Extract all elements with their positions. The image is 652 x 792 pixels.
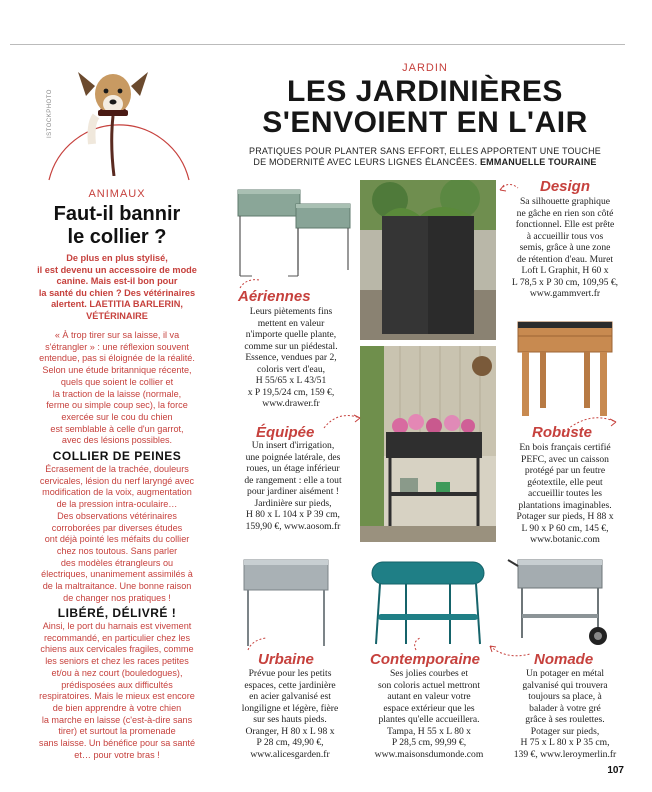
left-paragraph-3: Ainsi, le port du harnais est vivement recommandé, en particulier chez les chiens aux cervicales fragiles, comme les seniors et chez les races petites et/ou à nez court (bouledogues), prédisposées aux difficultés respiratoires. Mais le mieux est encore de bien apprendre à votre chien la marche en laisse (c'est-à-dire sans tirer) et surtout la promenade sans laisse. Un bénéfice pour sa santé et… pour votre bras !: [38, 621, 196, 760]
text-robuste: En bois français certifié PEFC, avec un caisson protégé par un feutre géotextile, elle peut accueillir toutes les plantations imaginables. Potager sur pieds, H 88 x L 90 x P 60 cm, 145 €, www.botanic.com: [516, 442, 614, 545]
contemporaine-arrow-icon: [402, 636, 432, 652]
text-equipee: Un insert d'irrigation, une poignée latérale, des roues, un étage inférieur de rangement : elle a tout pour jardiner aisément ! Jardinière sur pieds, H 80 x L 104 x P 39 cm, 159,90 €, www.aosom.fr: [244, 440, 342, 532]
label-contemporaine: Contemporaine: [370, 651, 481, 668]
page-number: 107: [607, 765, 624, 776]
section-rubric-animaux: ANIMAUX: [88, 188, 146, 200]
nomade-planter-photo: [504, 552, 616, 652]
top-rule: [10, 44, 625, 45]
text-design: Sa silhouette graphique ne gâche en rien son côté fonctionnel. Elle est prête à accueillir tous vos semis, grâce à une zone de rétention d'eau. Muret Loft L Graphit, H 60 x L 78,5 x P 30 cm, 109,95 €, www.gammvert.fr: [511, 196, 619, 299]
design-planter-photo: [360, 180, 496, 340]
left-paragraph-1: « À trop tirer sur sa laisse, il va s'étrangler » : une réflexion souvent entendue, pas si éloignée de la réalité. Selon une étude britannique récente, quels que soient le collier et la traction de la laisse (normale, ferme ou simple coup sec), la force exercée sur le cou du chien est semblable à celle d'un garrot, avec des lésions possibles.: [39, 330, 195, 446]
left-paragraph-2: Écrasement de la trachée, douleurs cervicales, lésion du nerf laryngé avec modification de la voix, augmentation de la pression intra-oculaire… Des observations vétérinaires corroborées par diverses études ont déjà pointé les méfaits du collier chez nos toutous. Sans parler des modèles étrangleurs ou électriques, unanimement assimilés à de la maltraitance. Une bonne raison de changer nos pratiques !: [39, 464, 195, 603]
label-design: Design: [540, 178, 591, 195]
article-deck: PRATIQUES POUR PLANTER SANS EFFORT, ELLES APPORTENT UNE TOUCHE DE MODERNITÉ AVEC LEURS LIGNES ÉLANCÉES. EMMANUELLE TOURAINE: [249, 146, 601, 167]
robuste-planter-photo: [512, 316, 618, 420]
label-urbaine: Urbaine: [258, 651, 314, 668]
text-nomade: Un potager en métal galvanisé qui trouvera toujours sa place, à balader à votre gré grâce à ses roulettes. Potager sur pieds, H 75 x L 80 x P 35 cm, 139 €, www.leroymerlin.fr: [513, 668, 617, 760]
text-aeriennes: Leurs piètements fins mettent en valeur n'importe quelle plante, comme sur un piédestal. Essence, vendues par 2, coloris vert d'eau, H 55/65 x L 43/51 x P 19,5/24 cm, 159 €, www.drawer.fr: [244, 306, 338, 409]
label-nomade: Nomade: [534, 651, 594, 668]
label-aeriennes: Aériennes: [238, 288, 311, 305]
text-urbaine: Prévue pour les petits espaces, cette jardinière en acier galvanisé est longiligne et légère, fière sur ses hauts pieds. Oranger, H 80 x L 98 x P 28 cm, 49,90 €, www.alicesgarden.fr: [241, 668, 339, 760]
section-rubric-jardin: JARDIN: [402, 62, 448, 74]
aeriennes-arrow-icon: [236, 276, 266, 290]
subheading-collier: COLLIER DE PEINES: [52, 449, 182, 463]
equipee-arrow-icon: [320, 408, 364, 432]
aeriennes-planters-photo: [232, 184, 356, 284]
subheading-libere: LIBÉRÉ, DÉLIVRÉ !: [57, 606, 177, 620]
deck-author: EMMANUELLE TOURAINE: [479, 157, 597, 167]
page-headline: LES JARDINIÈRES S'ENVOIENT EN L'AIR: [262, 75, 588, 139]
left-article-intro: De plus en plus stylisé, il est devenu un accessoire de mode canine. Mais est-il bon pour la santé du chien ? Des vétérinaires alertent. LAETITIA BARLERIN, VÉTÉRINAIRE: [37, 253, 197, 321]
urbaine-arrow-icon: [244, 636, 274, 652]
left-article-title: Faut-il bannir le collier ?: [53, 203, 181, 248]
equipee-planter-photo: [360, 346, 496, 542]
dog-photo: [70, 64, 156, 176]
photo-credit: ISTOCKPHOTO: [47, 89, 53, 138]
label-equipee: Équipée: [256, 424, 315, 441]
contemporaine-planter-photo: [366, 558, 490, 648]
text-contemporaine: Ses jolies courbes et son coloris actuel mettront autant en valeur votre espace extérieur que les plantes qu'elle accueillera. Tampa, H 55 x L 80 x P 28,5 cm, 99,99 €, www.maisonsdumonde.com: [374, 668, 484, 760]
label-robuste: Robuste: [532, 424, 592, 441]
